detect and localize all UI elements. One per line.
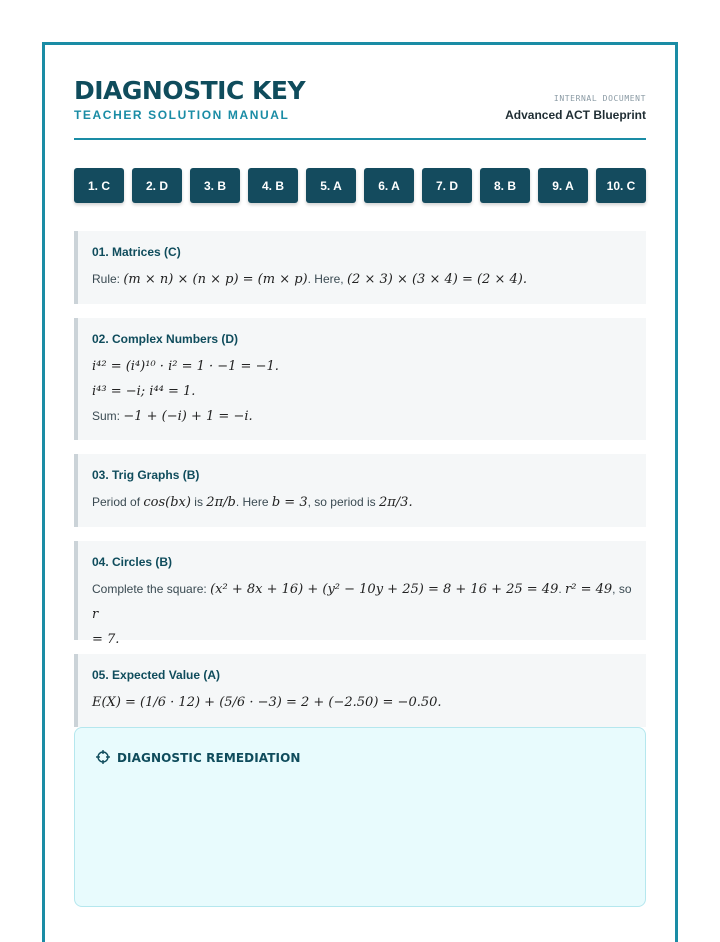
solution-text: Period of cos(bx) is 2π/b. Here b = 3, so period is 2π/3. [92,495,413,510]
remediation-panel [74,727,646,907]
solution-title: 02. Complex Numbers (D) [92,332,239,346]
solution-card-complex-numbers [74,318,646,440]
solution-line: i⁴³ = −i; i⁴⁴ = 1. [92,384,196,399]
document-name: Advanced ACT Blueprint [505,108,646,122]
answer-key-7: 7. D [422,168,472,203]
answer-key-5: 5. A [306,168,356,203]
solution-title: 03. Trig Graphs (B) [92,468,200,482]
answer-key-2: 2. D [132,168,182,203]
solution-card-trig-graphs [74,454,646,527]
solution-title: 04. Circles (B) [92,555,173,569]
document-label: INTERNAL DOCUMENT [553,94,646,103]
remediation-title: DIAGNOSTIC REMEDIATION [117,751,301,765]
solution-text: Complete the square: (x² + 8x + 16) + (y² − 10y + 25) = 8 + 16 + 25 = 49. r² = 49, so r = 7. [92,582,632,647]
answer-key-9: 9. A [538,168,588,203]
solution-card-circles [74,541,646,647]
page-subtitle: TEACHER SOLUTION MANUAL [74,108,290,122]
answer-key-1: 1. C [74,168,124,203]
solution-text: E(X) = (1/6 · 12) + (5/6 · −3) = 2 + (−2.50) = −0.50. [92,695,442,710]
solution-card-matrices [74,231,646,304]
page-title: DIAGNOSTIC KEY [74,76,306,105]
answer-key-10: 10. C [596,168,646,203]
answer-key-4: 4. B [248,168,298,203]
answer-key-row [74,168,646,203]
answer-key-6: 6. A [364,168,414,203]
answer-key-8: 8. B [480,168,530,203]
solution-card-expected-value [74,654,646,727]
page-header [74,78,646,140]
solution-line: Sum: −1 + (−i) + 1 = −i. [92,409,253,424]
solution-title: 05. Expected Value (A) [92,668,221,682]
answer-key-3: 3. B [190,168,240,203]
solution-text: Rule: (m × n) × (n × p) = (m × p). Here, (2 × 3) × (3 × 4) = (2 × 4). [92,272,527,287]
crosshair-icon [96,750,110,764]
solution-title: 01. Matrices (C) [92,245,181,259]
solution-line: i⁴² = (i⁴)¹⁰ · i² = 1 · −1 = −1. [92,359,279,374]
